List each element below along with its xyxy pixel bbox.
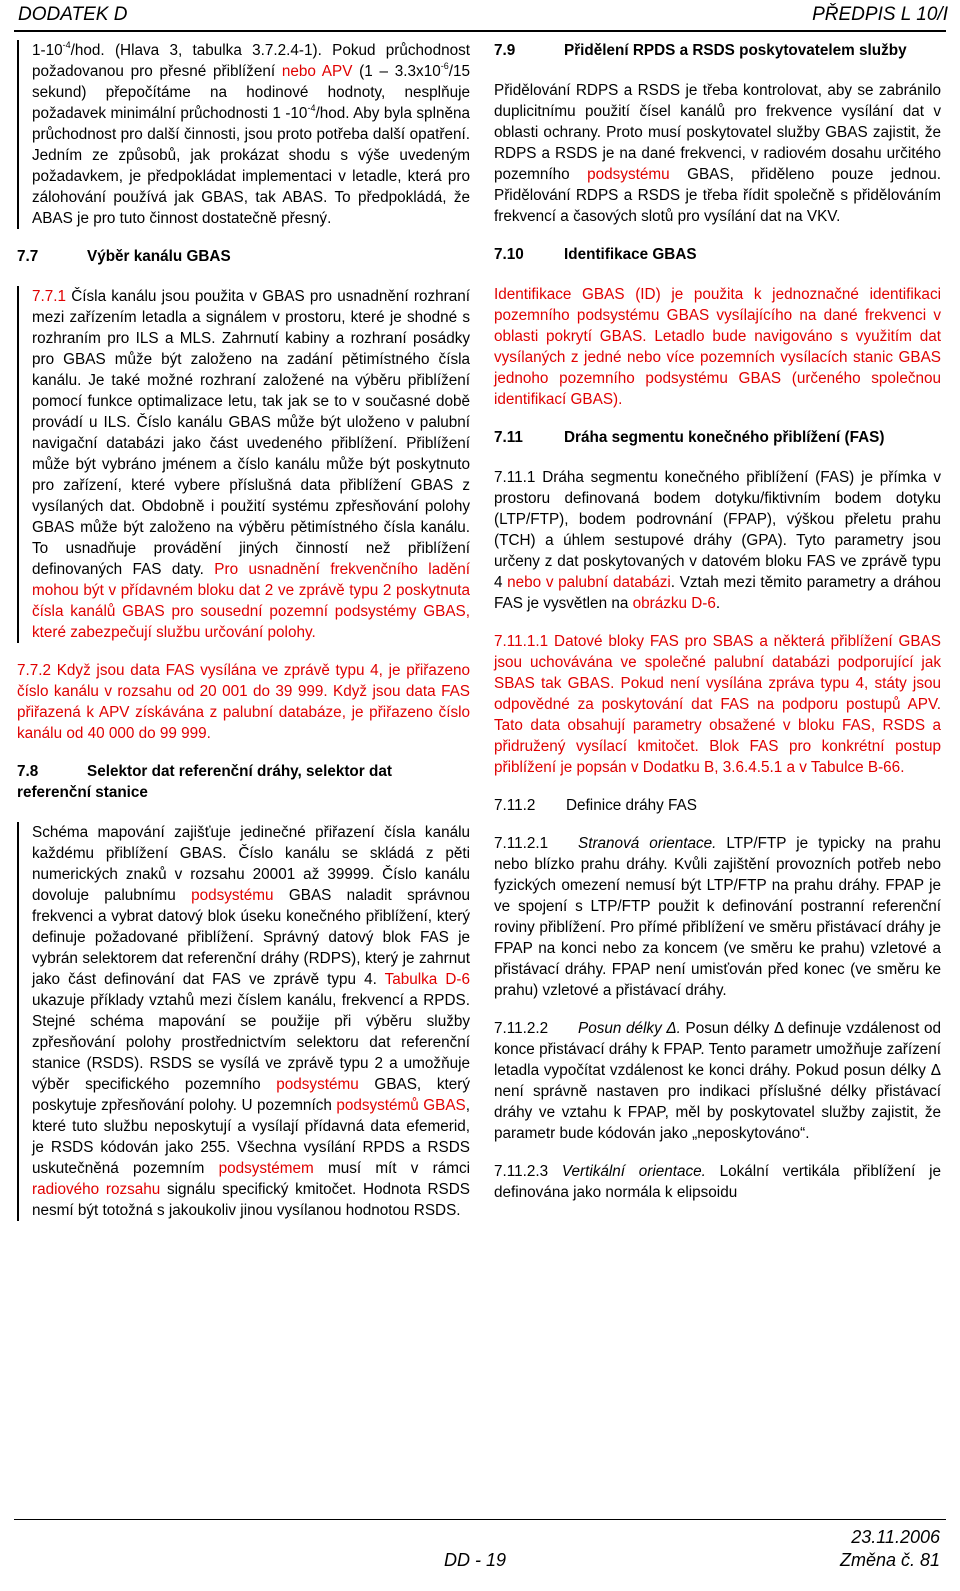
footer-date: 23.11.2006: [851, 1527, 940, 1547]
paragraph-7-11-2-3: 7.11.2.3 Vertikální orientace. Lokální vertikála přiblížení je definována jako normála k elipsoidu: [494, 1163, 942, 1201]
paragraph-7-9: Přidělování RDPS a RSDS je třeba kontrolovat, aby se zabránilo duplicitnímu použití čísel kanálů pro frekvence vysílání dat v oblasti ochrany. Proto musí poskytovatel služby GBAS zajistit, že RDPS a RSDS je na dané frekvenci, v radiovém dosahu určitého pozemního podsystému GBAS, přiděleno pouze jednou. Přidělování RDPS a RSDS je třeba řídit společně s přidělováním frekvencí a časových slotů pro vysílání dat na VKV.: [494, 82, 941, 225]
footer-amendment: Změna č. 81: [839, 1550, 940, 1570]
heading-7-10: 7.10 Identifikace GBAS: [494, 246, 697, 263]
heading-7-11-2: 7.11.2 Definice dráhy FAS: [494, 797, 697, 814]
paragraph-7-7-1: 7.7.1 Čísla kanálu jsou použita v GBAS pro usnadnění rozhraní mezi zařízením letadla a signálem v prostoru, které je shodné s rozhraním pro ILS a MLS. Zahrnutí kabiny a rozhraní posádky pro GBAS může být založeno na zadání pětimístného čísla kanálu. Je také možné rozhraní založené na výběru přiblížení pomocí funkce optimalizace letu, tak jak se to v současné době provádí u ILS. Číslo kanálu GBAS může být uloženo v palubní navigační databázi jako část uvedeného přiblížení. Přiblížení může být vybráno jménem a číslo kanálu může být poskytnuto pro zařízení, které vybere příslušná data přiblížení GBAS z vysílaných dat. Obdobně i použití systému zpřesňování polohy GBAS může být založeno na výběru pětimístného čísla kanálu. To usnadňuje provádění jiných činností než přiblížení definovaných FAS daty. Pro usnadnění frekvenčního ladění mohou být v přídavném bloku dat 2 ve zprávě typu 2 poskytnuta čísla kanálů GBAS pro sousední pozemní podsystémy GBAS, které zabezpečují službu určování polohy.: [17, 286, 470, 643]
header-regulation: PŘEDPIS L 10/I: [812, 4, 948, 25]
paragraph-7-11-1: 7.11.1 Dráha segmentu konečného přiblížení (FAS) je přímka v prostoru definovaná bodem dotyku/fiktivním bodem dotyku (LTP/FTP), bodem podrovnání (FPAP), výškou přeletu prahu (TCH) a úhlem sestupové dráhy (GPA). Tyto parametry jsou určeny z dat poskytovaných v datovém bloku FAS ve zprávě typu 4 nebo v palubní databázi. Vztah mezi těmito parametry a dráhou FAS je vysvětlen na obrázku D-6.: [494, 469, 941, 612]
paragraph-throughput: $1-10^{-4}$/hod. (Hlava 3, tabulka 3.7.2.4-1). Pokud průchodnost požadovanou pro přesné přiblížení nebo APV ($1 - 3.3x10^{-6}/15$ sekund) přepočítáme na hodinové hodnoty, nesplňuje požadavek minimální průchodnosti 1 $-10^{-4}$/hod. Aby byla splněna průchodnost pro další činnosti, jsou proto potřeba další opatření. Jedním ze způsobů, jak prokázat shodu s výše uvedeným požadavkem, je předpokládat implementaci v letadle, která pro zálohování používá jak GBAS, tak ABAS. To předpokládá, že ABAS je pro tuto činnost dostatečně přesný.: [17, 40, 470, 229]
footer-rule: [14, 1519, 946, 1520]
footer-page-number: DD - 19: [444, 1550, 507, 1570]
paragraph-7-10: Identifikace GBAS (ID) je použita k jednoznačné identifikaci pozemního podsystému GBAS vysílajícího na dané frekvenci v oblasti pokrytí GBAS. Letadlo bude navigováno s využitím dat vysílaných z jedné nebo více pozemních vysílacích stanic GBAS jednoho pozemního podsystému GBAS (určeného společnou identifikací GBAS).: [494, 286, 941, 408]
heading-7-9: 7.9 Přidělení RPDS a RSDS poskytovatelem služby: [494, 42, 907, 59]
left-column: [17, 40, 470, 1238]
paragraph-7-8: Schéma mapování zajišťuje jedinečné přiřazení čísla kanálu každému přiblížení GBAS. Číslo kanálu se skládá z pěti numerických znaků v rozsahu 20001 až 39999. Číslo kanálu dovoluje palubnímu podsystému GBAS naladit správnou frekvenci a vybrat datový blok úseku konečného přiblížení, který definuje požadované přiblížení. Správný datový blok FAS je vybrán selektorem dat referenční dráhy (RDPS), který je zahrnut jako část definování dat FAS ve zprávě typu 4. Tabulka D-6 ukazuje příklady vztahů mezi číslem kanálu, frekvencí a RPDS. Stejné schéma mapování se použije při výběru služby zpřesňování polohy prostřednictvím selektoru dat referenční stanice (RSDS). RSDS se vysílá ve zprávě typu 2 a umožňuje výběr specifického pozemního podsystému GBAS, který poskytuje zpřesňování polohy. U pozemních podsystémů GBAS, které tuto službu neposkytují a vysílají přídavná data efemerid, je RSDS kódován jako 255. Všechna vysílání RPDS a RSDS uskutečněná pozemním podsystémem musí mít v rámci radiového rozsahu signálu specifický kmitočet. Hodnota RSDS nesmí být totožná s jakoukoliv jinou vysílanou hodnotou RSDS.: [17, 822, 470, 1221]
heading-7-7: 7.7 Výběr kanálu GBAS: [17, 248, 231, 265]
heading-7-11: 7.11 Dráha segmentu konečného přiblížení (FAS): [494, 429, 885, 446]
header-rule: [14, 30, 946, 32]
paragraph-7-11-2-2: 7.11.2.2 Posun délky Δ. Posun délky Δ definuje vzdálenost od konce přistávací dráhy k FPAP. Tento parametr umožňuje zařízení letadla vypočítat vzdálenost ke konci dráhy. Pokud posun délky Δ není správně nastaven pro indikaci příslušné délky přistávací dráhy ve vztahu k FPAP, měl by poskytovatel služby zajistit, že parametr bude kódován jako „neposkytováno“.: [494, 1020, 941, 1142]
paragraph-7-11-2-1: 7.11.2.1 Stranová orientace. LTP/FTP je typicky na prahu nebo blízko prahu dráhy. Kvůli zajištění provozních potřeb nebo fyzických omezení nemusí být LTP/FTP na prahu dráhy. FPAP je ve spojení s LTP/FTP použit k definování postranní referenční roviny přiblížení. Pro přímé přiblížení ve směru přistávací dráhy je FPAP na konci nebo za koncem (ve směru ke prahu) vzletové a přistávací dráhy. FPAP není umisťován před konec (ve směru ke prahu) vzletové a přistávací dráhy.: [494, 835, 941, 999]
paragraph-7-11-1-1: 7.11.1.1 Datové bloky FAS pro SBAS a některá přiblížení GBAS jsou uchovávána ve společné palubní databázi podporující jak SBAS tak GBAS. Pokud není vysílána zpráva typu 4, státy jsou odpovědné za poskytování dat FAS na podporu postupů APV. Tato data obsahují parametry obsažené v bloku FAS, RSDS a přidružený vysílací kmitočet. Blok FAS pro konkrétní postup přiblížení je popsán v Dodatku B, 3.6.4.5.1 a v Tabulce B-66.: [494, 633, 941, 776]
header-appendix: DODATEK D: [18, 4, 128, 25]
paragraph-7-7-2: 7.7.2 Když jsou data FAS vysílána ve zprávě typu 4, je přiřazeno číslo kanálu v rozsahu od 20 001 do 39 999. Když jsou data FAS přiřazená k APV získávána z palubní databáze, je přiřazeno číslo kanálu od 40 000 do 99 999.: [17, 662, 470, 742]
heading-7-8: 7.8 Selektor dat referenční dráhy, selektor dat referenční stanice: [17, 763, 392, 801]
right-column: [494, 40, 941, 1220]
